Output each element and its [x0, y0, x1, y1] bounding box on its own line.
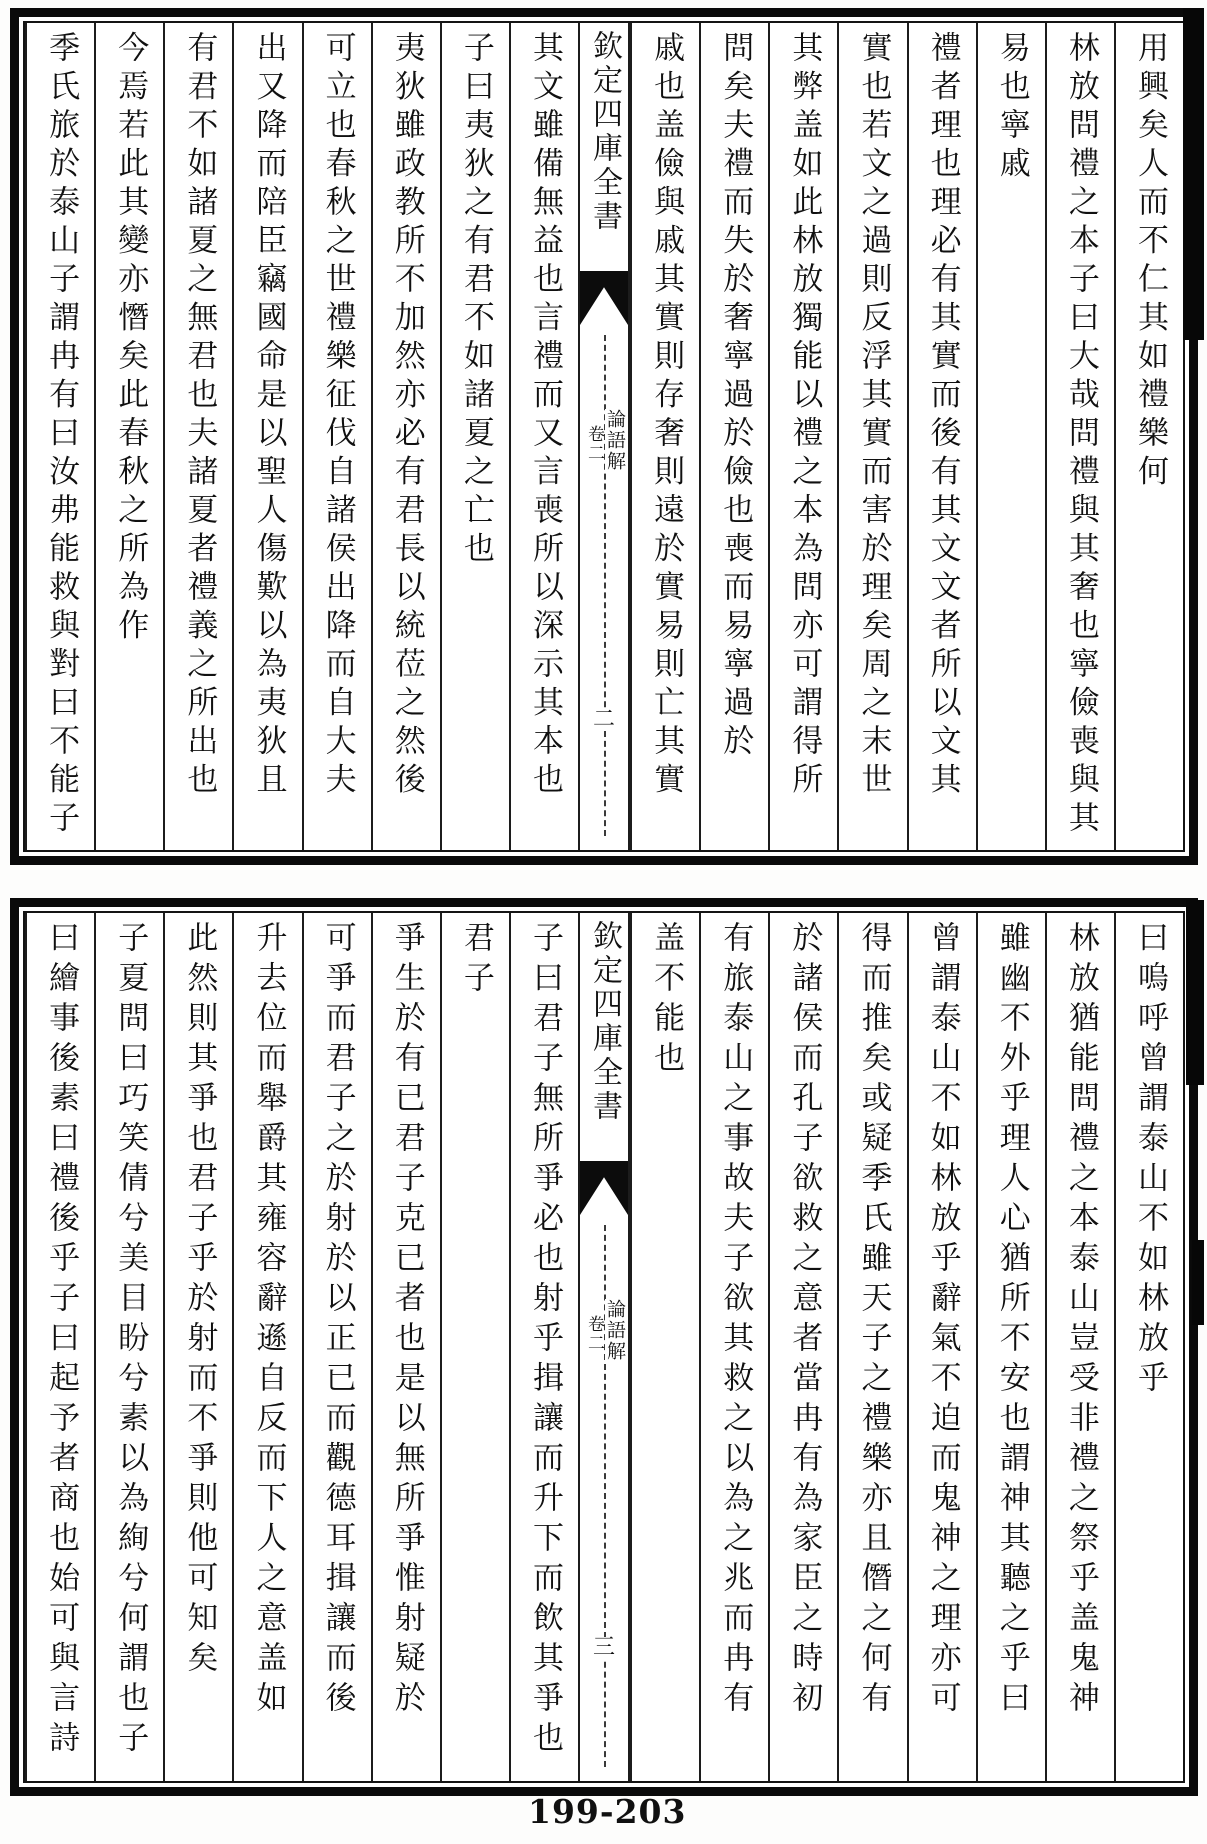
work-title: 論語解	[604, 409, 626, 472]
text-column	[768, 913, 837, 1781]
column-text: 夷狄雖政教所不加然亦必有君長以統莅之然後	[388, 31, 425, 801]
text-column	[440, 913, 509, 1781]
text-column	[1114, 913, 1183, 1781]
column-text: 曰嗚呼曾謂泰山不如林放乎	[1131, 921, 1168, 1401]
column-text: 有旅泰山之事故夫子欲其救之以為之兆而冉有	[717, 921, 754, 1721]
text-column	[976, 23, 1045, 850]
upper-banxin-column	[578, 23, 630, 850]
column-text: 用興矣人而不仁其如禮樂何	[1131, 31, 1168, 493]
work-title: 論語解	[604, 1299, 626, 1362]
lower-banxin-column	[578, 913, 630, 1781]
text-column	[163, 23, 232, 850]
lower-leaf-page	[10, 898, 1198, 1796]
column-text: 禮者理也理必有其實而後有其文文者所以文其	[924, 31, 961, 801]
lower-leaf-frame	[23, 911, 1185, 1783]
upper-leaf-page	[10, 8, 1198, 865]
text-column	[699, 913, 768, 1781]
column-text: 其文雖備無益也言禮而又言喪所以深示其本也	[526, 31, 563, 801]
column-text: 曾謂泰山不如林放乎辭氣不迫而鬼神之理亦可	[924, 921, 961, 1721]
text-column	[837, 23, 906, 850]
column-text: 季氏旅於泰山子謂冉有曰汝弗能救與對曰不能子	[43, 31, 80, 840]
text-column	[907, 913, 976, 1781]
fishtail-icon	[580, 271, 628, 325]
text-column	[976, 913, 1045, 1781]
folio-number: 二	[592, 707, 616, 732]
text-column	[232, 23, 301, 850]
column-text: 爭生於有已君子克已者也是以無所爭惟射疑於	[388, 921, 425, 1721]
text-column	[371, 913, 440, 1781]
column-text: 有君不如諸夏之無君也夫諸夏者禮義之所出也	[181, 31, 218, 801]
text-column	[907, 23, 976, 850]
text-column	[509, 913, 578, 1781]
column-text: 林放問禮之本子曰大哉問禮與其奢也寧儉喪與其	[1062, 31, 1099, 840]
imperial-title-text: 欽定四庫全書	[587, 920, 622, 1124]
text-column	[25, 23, 94, 850]
column-text: 其弊盖如此林放獨能以禮之本為問亦可謂得所	[786, 31, 823, 801]
column-text: 子夏問曰巧笑倩兮美目盼兮素以為絢兮何謂也子	[112, 921, 149, 1761]
column-text: 雖幽不外乎理人心猶所不安也謂神其聽之乎曰	[993, 921, 1030, 1721]
text-column	[25, 913, 94, 1781]
column-text: 曰繪事後素曰禮後乎子曰起予者商也始可與言詩	[43, 921, 80, 1761]
text-column	[1045, 23, 1114, 850]
text-column	[232, 913, 301, 1781]
scan-edge-artifact	[1186, 900, 1204, 1085]
text-column	[163, 913, 232, 1781]
column-text: 子曰夷狄之有君不如諸夏之亡也	[457, 31, 494, 570]
folio-number: 三	[592, 1635, 616, 1660]
text-column	[1114, 23, 1183, 850]
text-column	[630, 913, 699, 1781]
imperial-title-banner	[580, 913, 628, 1124]
column-text: 君子	[457, 921, 494, 1001]
text-column	[837, 913, 906, 1781]
column-text: 可立也春秋之世禮樂征伐自諸侯出降而自大夫	[319, 31, 356, 801]
text-column	[371, 23, 440, 850]
text-column	[509, 23, 578, 850]
column-text: 此然則其爭也君子乎於射而不爭則他可知矣	[181, 921, 218, 1681]
page-number-label: 199-203	[528, 1792, 687, 1831]
column-text: 林放猶能問禮之本泰山豈受非禮之祭乎盖鬼神	[1062, 921, 1099, 1721]
column-text: 盖不能也	[648, 921, 685, 1081]
column-text: 子曰君子無所爭必也射乎揖讓而升下而飲其爭也	[526, 921, 563, 1761]
juan-label: 卷二	[584, 425, 604, 463]
text-column	[94, 913, 163, 1781]
scan-edge-artifact	[1183, 8, 1204, 340]
juan-label: 卷二	[584, 1315, 604, 1353]
text-column	[440, 23, 509, 850]
column-text: 於諸侯而孔子欲救之意者當冉有為家臣之時初	[786, 921, 823, 1721]
lower-left-half	[25, 913, 578, 1781]
column-text: 出又降而陪臣竊國命是以聖人傷歎以為夷狄且	[250, 31, 287, 801]
imperial-title-banner	[580, 23, 628, 234]
fishtail-icon	[580, 1161, 628, 1215]
text-column	[630, 23, 699, 850]
upper-left-half	[25, 23, 578, 850]
text-column	[302, 913, 371, 1781]
column-text: 問矣夫禮而失於奢寧過於儉也喪而易寧過於	[717, 31, 754, 763]
upper-leaf-frame	[23, 21, 1185, 852]
column-text: 易也寧戚	[993, 31, 1030, 185]
column-text: 得而推矣或疑季氏雖天子之禮樂亦且僭之何有	[855, 921, 892, 1721]
column-text: 可爭而君子之於射於以正已而觀德耳揖讓而後	[319, 921, 356, 1721]
column-text: 實也若文之過則反浮其實而害於理矣周之末世	[855, 31, 892, 801]
column-text: 升去位而舉爵其雍容辭遜自反而下人之意盖如	[250, 921, 287, 1721]
column-text: 今焉若此其變亦憯矣此春秋之所為作	[112, 31, 149, 647]
text-column	[768, 23, 837, 850]
lower-right-half	[630, 913, 1183, 1781]
text-column	[1045, 913, 1114, 1781]
text-column	[302, 23, 371, 850]
text-column	[699, 23, 768, 850]
imperial-title-text: 欽定四庫全書	[587, 30, 622, 234]
text-column	[94, 23, 163, 850]
scan-edge-artifact	[1192, 1240, 1204, 1325]
upper-right-half	[630, 23, 1183, 850]
column-text: 戚也盖儉與戚其實則存奢則遠於實易則亡其實	[648, 31, 685, 801]
